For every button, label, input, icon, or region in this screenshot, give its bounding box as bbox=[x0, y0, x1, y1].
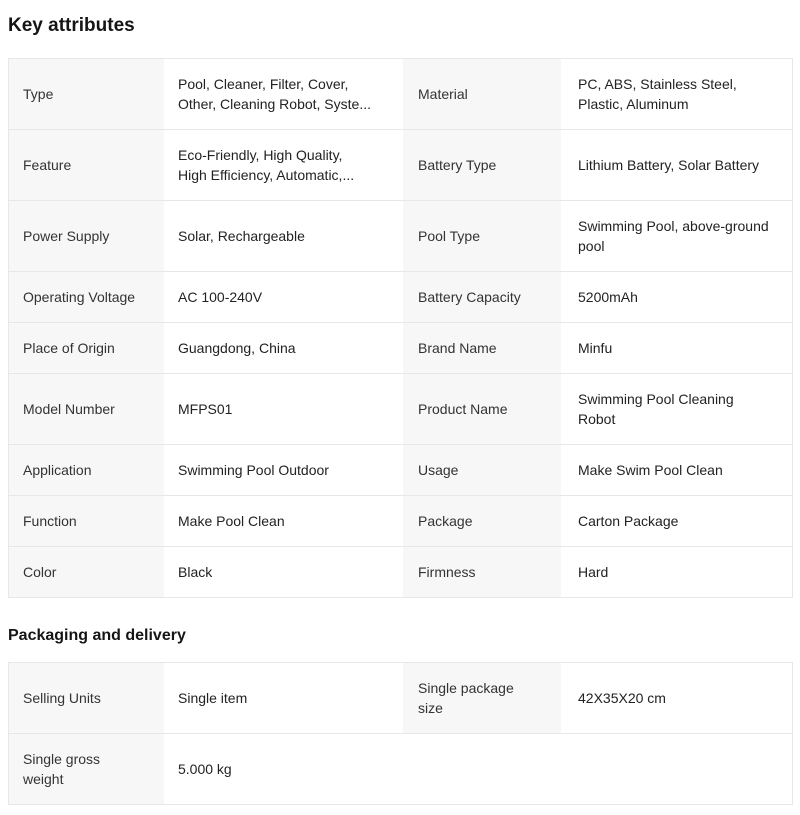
attribute-label-cell: Battery Capacity bbox=[403, 272, 561, 322]
attribute-label-cell: Type bbox=[9, 59, 164, 129]
attribute-label-cell: Product Name bbox=[403, 374, 561, 444]
attribute-value-cell: Carton Package bbox=[578, 513, 679, 529]
attribute-label-cell: Firmness bbox=[403, 547, 561, 597]
attribute-value-cell: MFPS01 bbox=[178, 401, 233, 417]
attribute-value-cell: Hard bbox=[578, 564, 609, 580]
packaging-and-delivery-title: Packaging and delivery bbox=[8, 627, 186, 644]
attribute-label-cell: Application bbox=[9, 445, 164, 495]
attribute-label-cell: Battery Type bbox=[403, 130, 561, 200]
table-row bbox=[9, 271, 792, 322]
attribute-label-cell: Single package size bbox=[403, 663, 561, 733]
attribute-label-cell: Selling Units bbox=[9, 663, 164, 733]
attribute-label-cell: Material bbox=[403, 59, 561, 129]
table-row bbox=[9, 733, 792, 804]
attribute-value-cell: 5.000 kg bbox=[178, 761, 232, 777]
attribute-label-cell: Function bbox=[9, 496, 164, 546]
attribute-value-cell: Make Swim Pool Clean bbox=[578, 462, 723, 478]
attribute-value-cell: Eco-Friendly, High Quality, High Efficiency, Automatic,... bbox=[178, 147, 355, 183]
table-row bbox=[9, 59, 792, 129]
attribute-value-cell bbox=[561, 734, 792, 804]
attribute-value-cell: Single item bbox=[178, 690, 248, 706]
attribute-value-cell: PC, ABS, Stainless Steel, Plastic, Aluminum bbox=[578, 76, 737, 112]
attribute-label-cell: Color bbox=[9, 547, 164, 597]
table-row bbox=[9, 444, 792, 495]
attribute-value-cell: 42X35X20 cm bbox=[578, 690, 666, 706]
table-row bbox=[9, 663, 792, 733]
attribute-label-cell: Model Number bbox=[9, 374, 164, 444]
attribute-value-cell: Swimming Pool Cleaning Robot bbox=[578, 391, 734, 427]
table-row bbox=[9, 200, 792, 271]
attribute-label-cell: Usage bbox=[403, 445, 561, 495]
attribute-value-cell: Pool, Cleaner, Filter, Cover, Other, Cleaning Robot, Syste... bbox=[178, 76, 371, 112]
key-attributes-table bbox=[8, 58, 793, 598]
attribute-value-cell: AC 100-240V bbox=[178, 289, 263, 305]
table-row bbox=[9, 546, 792, 597]
attribute-value-cell: Swimming Pool, above-ground pool bbox=[578, 218, 769, 254]
attribute-value-cell: Lithium Battery, Solar Battery bbox=[578, 157, 760, 173]
attribute-label-cell: Package bbox=[403, 496, 561, 546]
attribute-label-cell bbox=[403, 734, 561, 804]
attribute-label-cell: Operating Voltage bbox=[9, 272, 164, 322]
attribute-label-cell: Place of Origin bbox=[9, 323, 164, 373]
attribute-value-cell: Guangdong, China bbox=[178, 340, 296, 356]
packaging-and-delivery-table bbox=[8, 662, 793, 805]
attribute-value-cell: Black bbox=[178, 564, 213, 580]
attribute-label-cell: Single gross weight bbox=[9, 734, 164, 804]
key-attributes-title: Key attributes bbox=[8, 15, 135, 36]
table-row bbox=[9, 495, 792, 546]
attribute-value-cell: Solar, Rechargeable bbox=[178, 228, 305, 244]
table-row bbox=[9, 322, 792, 373]
attribute-label-cell: Brand Name bbox=[403, 323, 561, 373]
attribute-value-cell: Make Pool Clean bbox=[178, 513, 285, 529]
attribute-label-cell: Feature bbox=[9, 130, 164, 200]
attribute-value-cell: Swimming Pool Outdoor bbox=[178, 462, 329, 478]
attribute-label-cell: Pool Type bbox=[403, 201, 561, 271]
attribute-label-cell: Power Supply bbox=[9, 201, 164, 271]
attribute-value-cell: 5200mAh bbox=[578, 289, 638, 305]
table-row bbox=[9, 373, 792, 444]
table-row bbox=[9, 129, 792, 200]
attribute-value-cell: Minfu bbox=[578, 340, 613, 356]
